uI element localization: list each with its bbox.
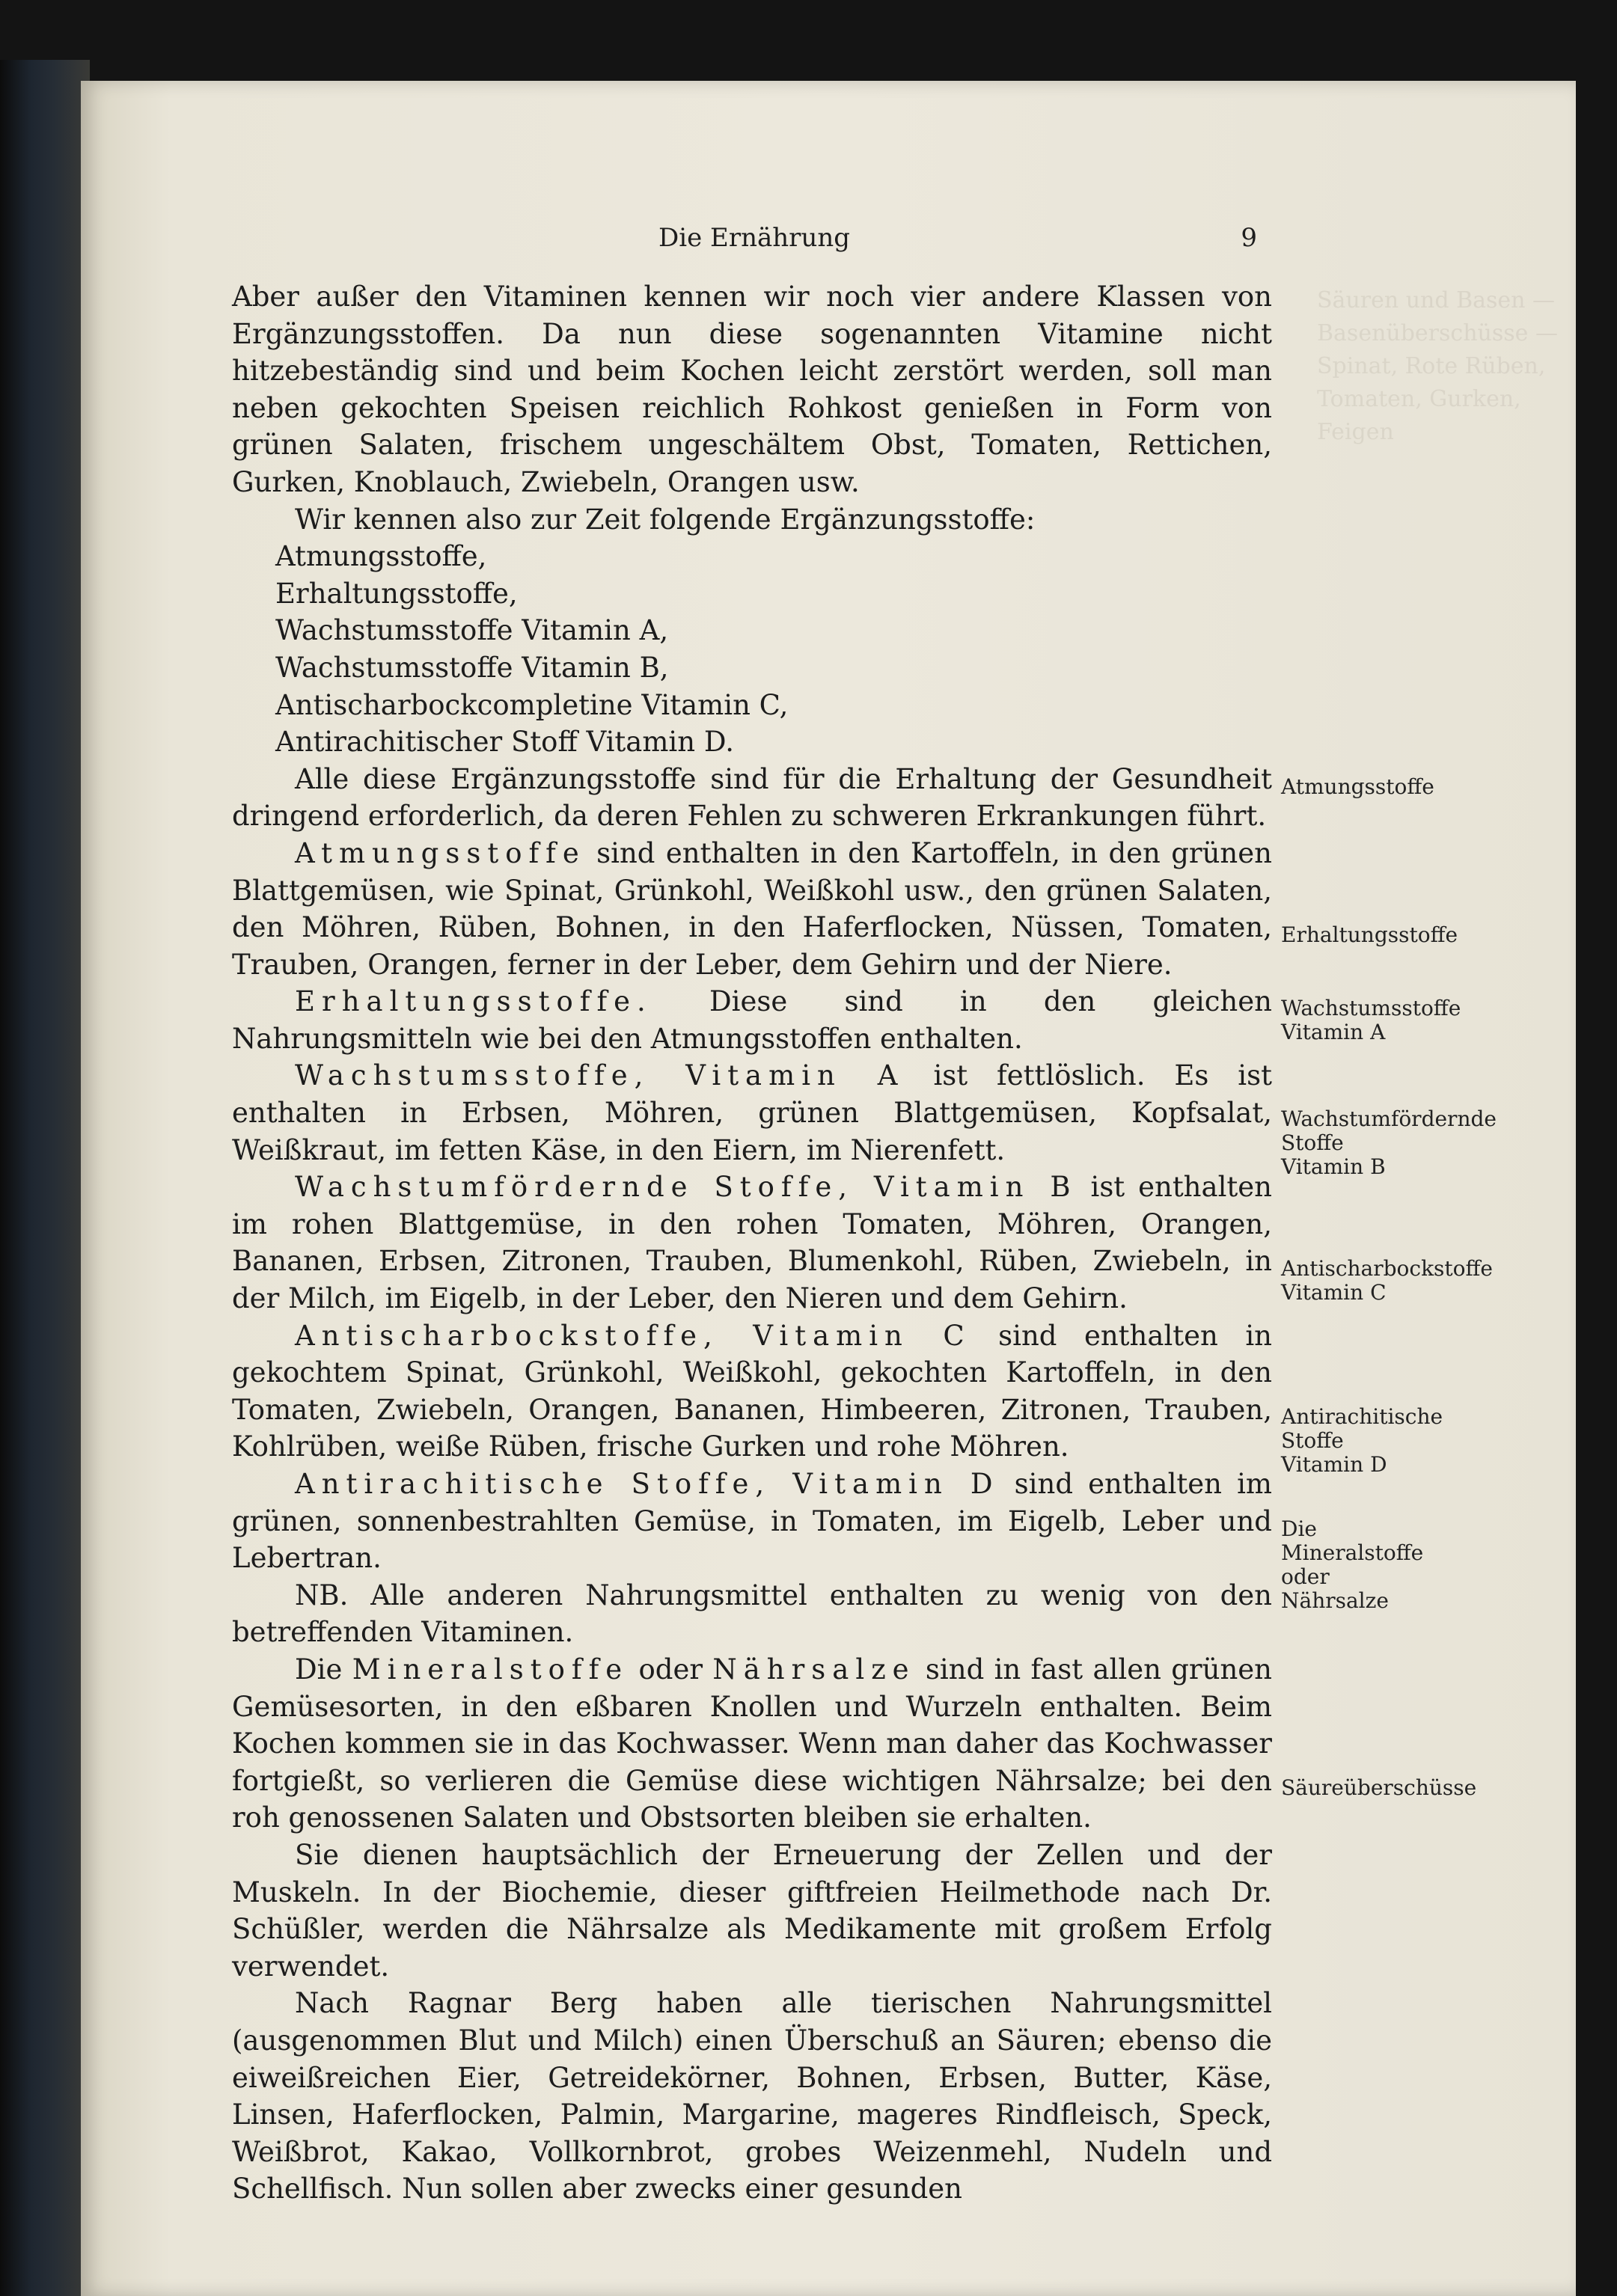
margin-note: Säureüberschüsse bbox=[1281, 1775, 1477, 1800]
spaced-term: Antirachitische Stoffe, Vitamin D bbox=[295, 1468, 1000, 1500]
page-number: 9 bbox=[1241, 223, 1257, 253]
running-header bbox=[0, 223, 1617, 260]
paragraph: Die Mineralstoffe oder Nährsalze sind in fast allen grünen Gemüsesorten, in den eßbaren Knollen und Wurzeln enthalten. Beim Kochen kommen sie in das Kochwasser. Wenn man daher das Kochwasser fortgießt, so verlieren die Gemüse diese wichtigen Nährsalze; bei den roh genossenen Salaten und Obstsorten bleiben sie erhalten. bbox=[232, 1653, 1273, 1834]
margin-note: Wachstumsstoffe Vitamin A bbox=[1281, 996, 1461, 1044]
paragraph: Sie dienen hauptsächlich der Erneuerung der Zellen und der Muskeln. In der Biochemie, dieser giftfreien Heilmethode nach Dr. Schüßler, werden die Nährsalze als Medikamente mit großem Erfolg verwendet. bbox=[232, 1838, 1272, 1983]
paragraph: NB. Alle anderen Nahrungsmittel enthalten zu wenig von den betreffenden Vitaminen. bbox=[232, 1579, 1272, 1649]
book-spine bbox=[0, 60, 90, 2296]
spaced-term: Mineralstoffe bbox=[352, 1653, 629, 1686]
list-item: Antischarbockcompletine Vitamin C, bbox=[275, 688, 789, 721]
margin-note: Atmungsstoffe bbox=[1281, 774, 1434, 799]
margin-note: Antischarbockstoffe Vitamin C bbox=[1281, 1256, 1493, 1305]
paragraph: Erhaltungsstoffe. Diese sind in den gleichen Nahrungsmitteln wie bei den Atmungsstoffen enthalten. bbox=[232, 985, 1272, 1055]
spaced-term: Antischarbockstoffe, Vitamin C bbox=[295, 1319, 971, 1352]
list-item: Wachstumsstoffe Vitamin B, bbox=[275, 651, 669, 684]
paragraph: Antischarbockstoffe, Vitamin C sind enthalten in gekochtem Spinat, Grünkohl, Weißkohl, gekochten Kartoffeln, in den Tomaten, Zwiebeln, Orangen, Bananen, Himbeeren, Zitronen, Trauben, Kohlrüben, weiße Rüben, frische Gurken und rohe Möhren. bbox=[232, 1319, 1273, 1463]
spaced-term: Wachstumfördernde Stoffe, Vitamin B bbox=[295, 1171, 1078, 1204]
list-item: Antirachitischer Stoff Vitamin D. bbox=[275, 726, 734, 759]
body-text bbox=[232, 278, 1272, 2208]
margin-note: Wachstumfördernde Stoffe Vitamin B bbox=[1281, 1106, 1497, 1179]
supplement-list bbox=[232, 538, 1272, 761]
paragraph: Aber außer den Vitaminen kennen wir noch vier andere Klassen von Ergänzungsstoffen. Da nun diese sogenannten Vitamine nicht hitzebeständig sind und beim Kochen leicht zerstört werden, soll man neben gekochten Speisen reichlich Rohkost genießen in Form von grünen Salaten, frischem ungeschältem Obst, Tomaten, Rettichen, Gurken, Knoblauch, Zwiebeln, Orangen usw. bbox=[232, 281, 1272, 498]
spaced-term: Atmungsstoffe bbox=[295, 836, 586, 869]
paragraph: Wir kennen also zur Zeit folgende Ergänzungsstoffe: bbox=[295, 503, 1036, 536]
paragraph: Wachstumsstoffe, Vitamin A ist fettlöslich. Es ist enthalten in Erbsen, Möhren, grünen Blattgemüsen, Kopfsalat, Weißkraut, im fetten Käse, in den Eiern, im Nierenfett. bbox=[232, 1059, 1272, 1166]
margin-note: Erhaltungsstoffe bbox=[1281, 922, 1458, 947]
spaced-term: Nährsalze bbox=[712, 1653, 916, 1686]
spaced-term: Erhaltungsstoffe. bbox=[295, 985, 652, 1018]
paragraph: Wachstumfördernde Stoffe, Vitamin B ist enthalten im rohen Blattgemüse, in den rohen Tomaten, Möhren, Orangen, Bananen, Erbsen, Zitronen, Trauben, Blumenkohl, Rüben, Zwiebeln, in der Milch, im Eigelb, in der Leber, den Nieren und dem Gehirn. bbox=[232, 1171, 1273, 1315]
margin-note: Antirachitische Stoffe Vitamin D bbox=[1281, 1404, 1443, 1477]
running-title: Die Ernährung bbox=[658, 223, 850, 253]
paragraph: Antirachitische Stoffe, Vitamin D sind enthalten im grünen, sonnenbestrahlten Gemüse, in Tomaten, im Eigelb, Leber und Lebertran. bbox=[232, 1468, 1273, 1575]
paragraph: Atmungsstoffe sind enthalten in den Kartoffeln, in den grünen Blattgemüsen, wie Spinat, Grünkohl, Weißkohl usw., den grünen Salaten, den Möhren, Rüben, Bohnen, in den Haferflocken, Nüssen, Tomaten, Trauben, Orangen, ferner in der Leber, dem Gehirn und der Niere. bbox=[232, 836, 1272, 981]
list-item: Atmungsstoffe, bbox=[275, 540, 487, 573]
paragraph: Nach Ragnar Berg haben alle tierischen Nahrungsmittel (ausgenommen Blut und Milch) einen Überschuß an Säuren; ebenso die eiweißreichen Eier, Getreidekörner, Bohnen, Erbsen, Butter, Käse, Linsen, Haferflocken, Palmin, Margarine, mageres Rindfleisch, Speck, Weißbrot, Kakao, Vollkornbrot, grobes Weizenmehl, Nudeln und Schellfisch. Nun sollen aber zwecks einer gesunden bbox=[232, 1987, 1272, 2205]
list-item: Erhaltungsstoffe, bbox=[275, 577, 518, 610]
list-item: Wachstumsstoffe Vitamin A, bbox=[275, 614, 669, 647]
spaced-term: Wachstumsstoffe, Vitamin A bbox=[295, 1059, 905, 1092]
margin-note: Die Mineralstoffe oder Nährsalze bbox=[1281, 1516, 1424, 1613]
paragraph: Alle diese Ergänzungsstoffe sind für die Erhaltung der Gesundheit dringend erforderlich, da deren Fehlen zu schweren Erkrankungen führt. bbox=[232, 762, 1272, 833]
